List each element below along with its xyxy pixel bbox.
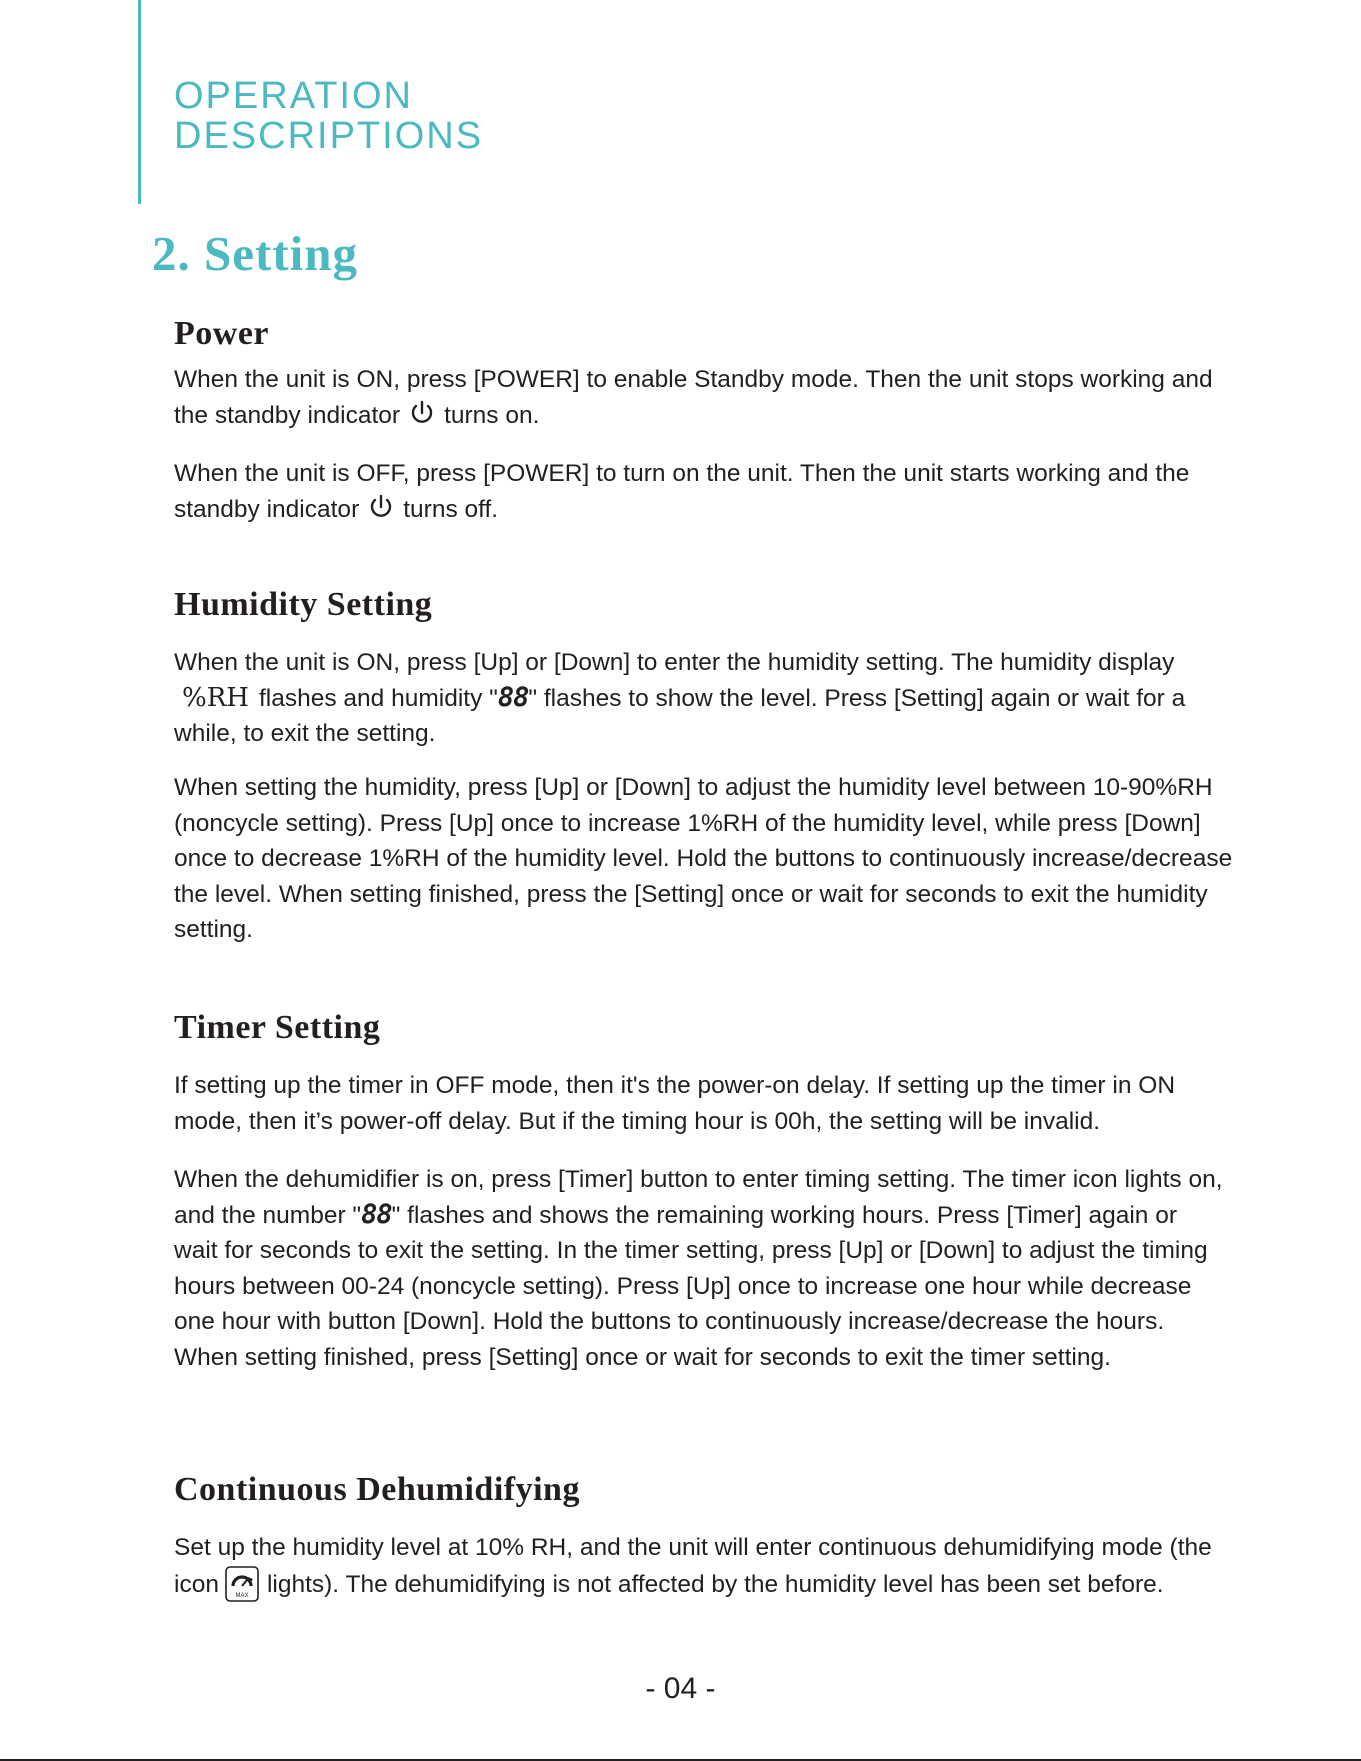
header-line-1: OPERATION: [174, 75, 413, 117]
timer-heading: Timer Setting: [174, 1009, 381, 1046]
power-standby-icon: [408, 399, 436, 427]
power-paragraph-2: [174, 456, 1249, 527]
page-number: - 04 -: [645, 1672, 716, 1705]
page-header: [174, 76, 483, 156]
timer-p2-text-a: When the dehumidifier is on, press [Timer] button to enter timing setting. The timer icon lights on, and the number ": [174, 1166, 1223, 1229]
power-p1-text-a: When the unit is ON, press [POWER] to enable Standby mode. Then the unit stops working and the standby indicator: [174, 366, 1213, 429]
humidity-heading: Humidity Setting: [174, 586, 433, 623]
max-dehumidify-icon: [225, 1566, 259, 1602]
power-p1-text-b: turns on.: [444, 401, 540, 429]
humidity-p1-text-b: flashes and humidity ": [258, 684, 498, 712]
timer-p2-text-b: " flashes and shows the remaining working hours. Press [Timer] again or wait for seconds to exit the setting. In the timer setting, press [Up] or [Down] to adjust the timing hours between 00-24 (noncycle setting). Press [Up] once to increase one hour while decrease one hour with button [Down]. Hold the buttons to continuously increase/decrease the hours. When setting finished, press [Setting] once or wait for seconds to exit the timer setting.: [174, 1201, 1208, 1371]
percent-rh-display: %RH: [182, 682, 249, 713]
segment-digits-display: 88: [361, 1198, 392, 1230]
timer-paragraph-2: [174, 1162, 1224, 1375]
continuous-p1-text-a: Set up the humidity level at 10% RH, and the unit will enter continuous dehumidifying mode (the icon: [174, 1534, 1212, 1598]
humidity-paragraph-1: [174, 645, 1239, 752]
max-icon-label: MAX: [235, 1592, 249, 1599]
humidity-paragraph-2: When setting the humidity, press [Up] or [Down] to adjust the humidity level between 10-90%RH (noncycle setting). Press [Up] once to increase 1%RH of the humidity level, while press [Down] once to decrease 1%RH of the humidity level. Hold the buttons to continuously increase/decrease the level. When setting finished, press the [Setting] once or wait for seconds to exit the humidity setting.: [174, 774, 1233, 943]
power-p2-text-b: turns off.: [403, 495, 499, 523]
power-heading: Power: [174, 315, 270, 352]
header-accent-rule: [138, 0, 141, 204]
humidity-p1-text-c: " flashes to show the level. Press [Setting] again or wait for a while, to exit the setting.: [174, 684, 1186, 747]
timer-paragraph-1: If setting up the timer in OFF mode, then it's the power-on delay. If setting up the timer in ON mode, then it’s power-off delay. But if the timing hour is 00h, the setting will be invalid.: [174, 1072, 1176, 1135]
continuous-paragraph-1: [174, 1530, 1249, 1602]
continuous-p1-text-b: lights). The dehumidifying is not affected by the humidity level has been set before.: [266, 1570, 1164, 1598]
power-standby-icon: [367, 493, 395, 521]
header-line-2: DESCRIPTIONS: [174, 115, 484, 157]
humidity-p1-text-a: When the unit is ON, press [Up] or [Down] to enter the humidity setting. The humidity display: [174, 649, 1175, 676]
power-paragraph-1: [174, 362, 1249, 433]
segment-digits-display: 88: [497, 681, 529, 713]
continuous-heading: Continuous Dehumidifying: [174, 1471, 580, 1508]
power-p2-text-a: When the unit is OFF, press [POWER] to turn on the unit. Then the unit starts working and the standby indicator: [174, 460, 1190, 523]
section-title: 2. Setting: [152, 226, 358, 281]
